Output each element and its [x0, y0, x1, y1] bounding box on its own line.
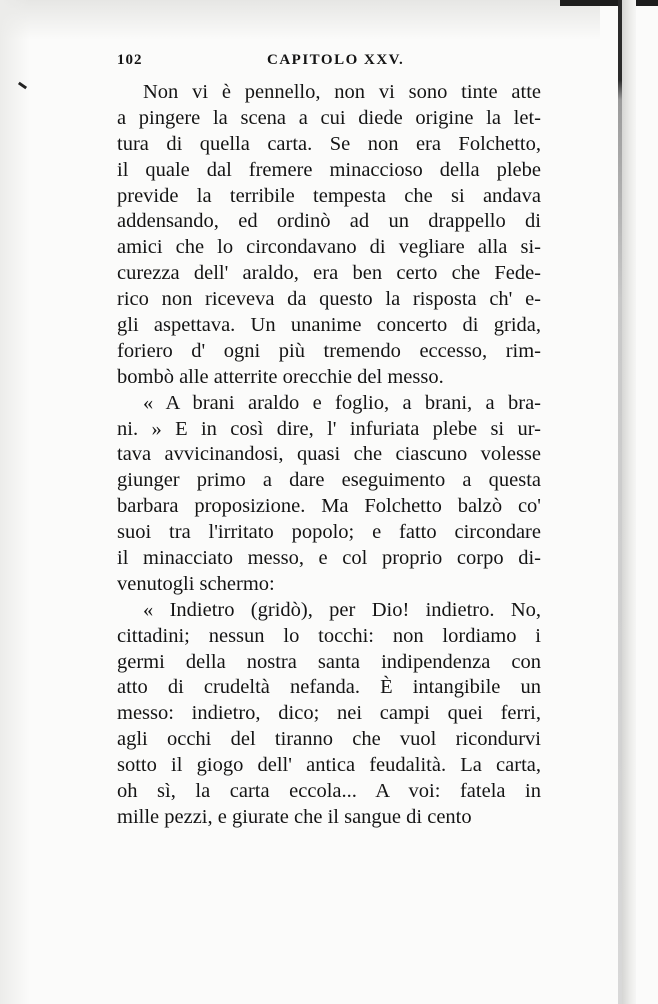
text-line: ni. » E in così dire, l' infuriata plebe si ur- [117, 417, 541, 440]
text-line: gli aspettava. Un unanime concerto di grida, [117, 314, 541, 337]
body-text [117, 80, 541, 831]
text-line: cittadini; nessun lo tocchi: non lordiamo i [117, 624, 541, 647]
text-line: il quale dal fremere minaccioso della plebe [117, 158, 541, 181]
text-line: germi della nostra santa indipendenza con [117, 650, 541, 673]
text-line: a pingere la scena a cui diede origine la let- [117, 106, 541, 129]
text-line: agli occhi del tiranno che vuol ricondurvi [117, 728, 541, 751]
text-line: messo: indietro, dico; nei campi quei ferri, [117, 702, 541, 725]
text-line: addensando, ed ordinò ad un drappello di [117, 210, 541, 233]
text-line: rico non riceveva da questo la risposta ch' e- [117, 288, 541, 311]
text-line: venutogli schermo: [117, 572, 275, 595]
text-line: giunger primo a dare eseguimento a questa [117, 469, 541, 492]
scan-edge-top [560, 0, 658, 6]
text-line: curezza dell' araldo, era ben certo che Fede- [117, 262, 541, 285]
running-title: CAPITOLO XXV. [267, 52, 405, 68]
text-line: amici che lo circondavano di vegliare alla si- [117, 236, 541, 259]
page-binding-strip [622, 0, 636, 1004]
text-line: Non vi è pennello, non vi sono tinte atte [143, 81, 541, 103]
text-line: bombò alle atterrite orecchie del messo. [117, 365, 444, 388]
text-line: « A brani araldo e foglio, a brani, a bra- [143, 391, 541, 414]
text-line: tura di quella carta. Se non era Folchetto, [117, 132, 541, 155]
paragraph [117, 598, 541, 831]
paragraph [117, 80, 541, 391]
page-shadow-top [0, 0, 600, 40]
paragraph [117, 391, 541, 598]
text-line: tava avvicinandosi, quasi che ciascuno volesse [117, 443, 541, 466]
page-binding-edge [618, 0, 622, 1004]
text-line: il minacciato messo, e col proprio corpo di- [117, 547, 541, 570]
text-line: barbara proposizione. Ma Folchetto balzò co' [117, 495, 541, 518]
text-line: mille pezzi, e giurate che il sangue di cento [117, 805, 472, 828]
text-line: « Indietro (gridò), per Dio! indietro. No, [143, 598, 541, 621]
text-line: sotto il giogo dell' antica feudalità. La carta, [117, 754, 541, 777]
page-shadow-left [0, 0, 30, 1004]
text-line: foriero d' ogni più tremendo eccesso, rim- [117, 339, 541, 362]
page-number: 102 [117, 52, 143, 68]
text-line: atto di crudeltà nefanda. È intangibile un [117, 676, 541, 699]
text-line: suoi tra l'irritato popolo; e fatto circondare [117, 521, 541, 544]
text-line: oh sì, la carta eccola... A voi: fatela in [117, 780, 541, 803]
page-header [117, 52, 537, 74]
text-line: previde la terribile tempesta che si andava [117, 184, 541, 207]
